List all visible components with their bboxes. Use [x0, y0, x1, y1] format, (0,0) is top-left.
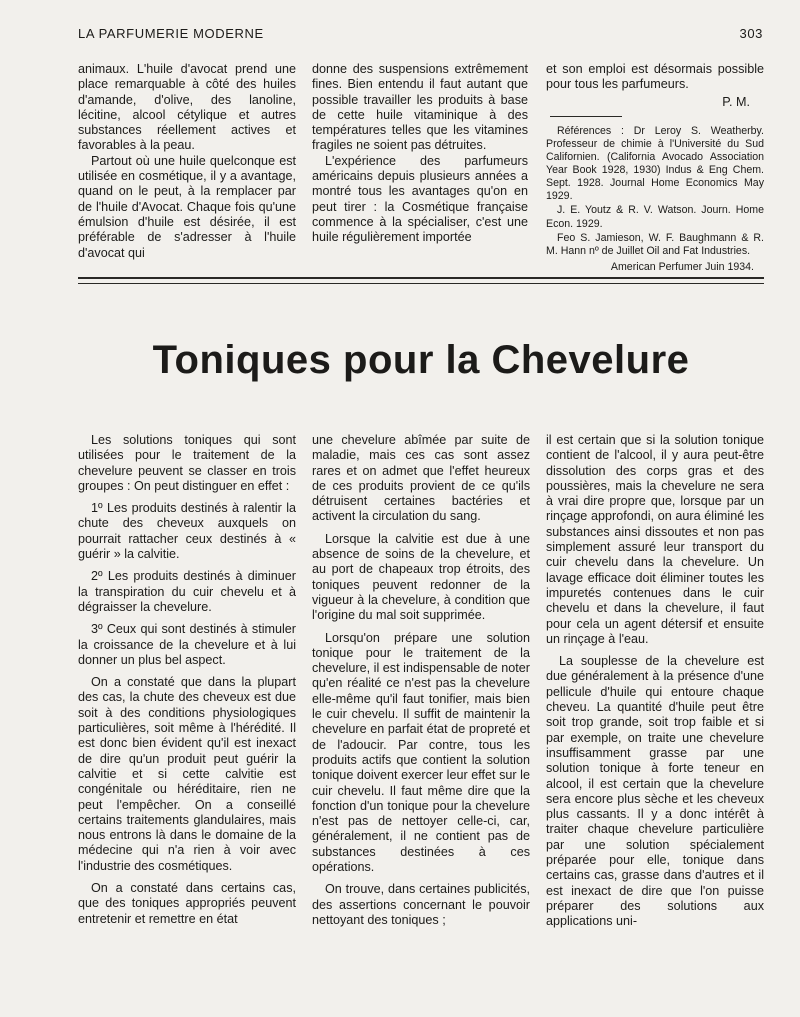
paragraph: donne des suspensions extrêmement fines. Bien entendu il faut autant que possible travailler les produits à base de cette huile vitaminique à des températures telles que les vitamines fragiles ne soient pas détruites. — [312, 62, 528, 153]
paragraph: animaux. L'huile d'avocat prend une place remarquable à côté des huiles d'amande, d'olive, des lanoline, lécitine, alcool cétylique et autres substances réellement actives et favorables à la peau. — [78, 62, 296, 153]
paragraph: On trouve, dans certaines publicités, des assertions concernant le pouvoir nettoyant des toniques ; — [312, 882, 530, 927]
paragraph: Partout où une huile quelconque est utilisée en cosmétique, il y a avantage, quand on le peut, à la remplacer par de l'huile d'Avocat. Chaque fois qu'une émulsion d'huile est désirée, il est préférable de s'adresser à l'huile d'avocat qui — [78, 153, 296, 260]
article-column-2 — [312, 433, 530, 935]
section-divider — [78, 283, 764, 284]
reference: J. E. Youtz & R. V. Watson. Journ. Home Econ. 1929. — [546, 204, 764, 230]
paragraph: On a constaté que dans la plupart des cas, la chute des cheveux est due soit à des conditions physiologiques particulières, soit même à l'hérédité. Il est donc bien évident qu'il est inexact de dire qu'un produit peut guérir la calvitie et si cette calvitie est congénitale ou héréditaire, rien ne peut l'empêcher. On a conseillé certains traitements glandulaires, mais nous entrons là dans le domaine de la médecine qui n'a rien à voir avec l'industrie des cosmétiques. — [78, 675, 296, 873]
section-divider — [78, 277, 764, 279]
paragraph: Lorsqu'on prépare une solution tonique pour le traitement de la chevelure, il est indispensable de noter qu'en réalité ce n'est pas la chevelure elle-même qu'il faut tonifier, mais bien le cuir chevelu. Il suffit de maintenir la chevelure en parfait état de propreté et de l'adoucir. Par contre, tous les produits actifs que contient la solution tonique doivent exercer leur effet sur le cuir chevelu. Il faut même dire que la fonction d'un tonique pour la chevelure n'est pas de nettoyer celle-ci, car, généralement, il ne contient pas de substances destinées à ces opérations. — [312, 630, 530, 875]
author-signature: P. M. — [722, 94, 750, 109]
paragraph: et son emploi est désormais possible pour tous les parfumeurs. — [546, 62, 764, 92]
list-item: 1º Les produits destinés à ralentir la chute des cheveux auxquels on pourrait rattacher ceux destinés à « guérir » la calvitie. — [78, 501, 296, 562]
article-title: Toniques pour la Chevelure — [152, 338, 690, 382]
paragraph: La souplesse de la chevelure est due généralement à la présence d'une pellicule d'huile qui entoure chaque cheveu. La quantité d'huile peut être soit trop grande, soit trop faible et si par exemple, on traite une chevelure insuffisamment grasse par une solution tonique à forte teneur en alcool, il est certain que la chevelure sera encore plus sèche et les cheveux plus cassants. Il y a donc intérêt à traiter chaque chevelure particulière par une solution spécialement préparée pour elle, tonique dans certains cas, grasse dans d'autres et il est inexact de dire que l'on puisse préparer des solutions aux applications uni- — [546, 654, 764, 929]
reference: Feo S. Jamieson, W. F. Baughmann & R. M. Hann nº de Juillet Oil and Fat Industries. — [546, 231, 764, 257]
divider — [550, 116, 622, 117]
paragraph: il est certain que si la solution tonique contient de l'alcool, il y aura peut-être dissolution des corps gras et des poussières, mais la chevelure ne sera à vrai dire propre que, lorsque par un rinçage approfondi, on aura éliminé les substances ainsi dissoutes et non pas simplement assuré leur transport du cuir chevelu dans la chevelure. Un lavage efficace doit éliminer toutes les impuretés contenues dans le cuir chevelu et dans la chevelure, il faut pour cela un agent détersif et ensuite un rinçage à l'eau. — [546, 433, 764, 646]
paragraph: L'expérience des parfumeurs américains depuis plusieurs années a montré tous les avantages qu'on en peut tirer : la Cosmétique française commence à la spécialiser, c'est une huile régulièrement importée — [312, 153, 528, 245]
reference: Références : Dr Leroy S. Weatherby. Professeur de chimie à l'Université du Sud Californien. (California Avocado Association Year Book 1928, 1930) Indus & Eng Chem. Sept. 1928. Journal Home Economics May 1929. — [546, 124, 764, 203]
source-line: American Perfumer Juin 1934. — [610, 260, 754, 273]
references — [546, 125, 764, 274]
paragraph: Lorsque la calvitie est due à une absence de soins de la chevelure, et au port de chapeaux trop étroits, des toniques peuvent redonner de la vigueur à la chevelure, à condition que l'origine du mal soit supprimée. — [312, 531, 530, 623]
paragraph: Les solutions toniques qui sont utilisées pour le traitement de la chevelure peuvent se classer en trois groupes : On peut distinguer en effet : — [78, 433, 296, 493]
prev-article-column-3 — [546, 62, 764, 275]
list-item: 2º Les produits destinés à diminuer la transpiration du cuir chevelu et à dégraisser la chevelure. — [78, 569, 296, 614]
article-column-1 — [78, 433, 296, 934]
prev-article-column-1 — [78, 62, 296, 261]
list-item: 3º Ceux qui sont destinés à stimuler la croissance de la chevelure et à lui donner un plus bel aspect. — [78, 622, 296, 667]
paragraph: une chevelure abîmée par suite de maladie, mais ces cas sont assez rares et on admet que l'effet heureux de ces produits provient de ce qu'ils détruisent certaines bactéries et activent la circulation du sang. — [312, 433, 530, 524]
paragraph: On a constaté dans certains cas, que des toniques appropriés peuvent entretenir et remettre en état — [78, 881, 296, 926]
prev-article-column-2 — [312, 62, 528, 246]
page-number: 303 — [739, 26, 763, 41]
article-column-3 — [546, 433, 764, 937]
journal-title: LA PARFUMERIE MODERNE — [78, 26, 264, 41]
